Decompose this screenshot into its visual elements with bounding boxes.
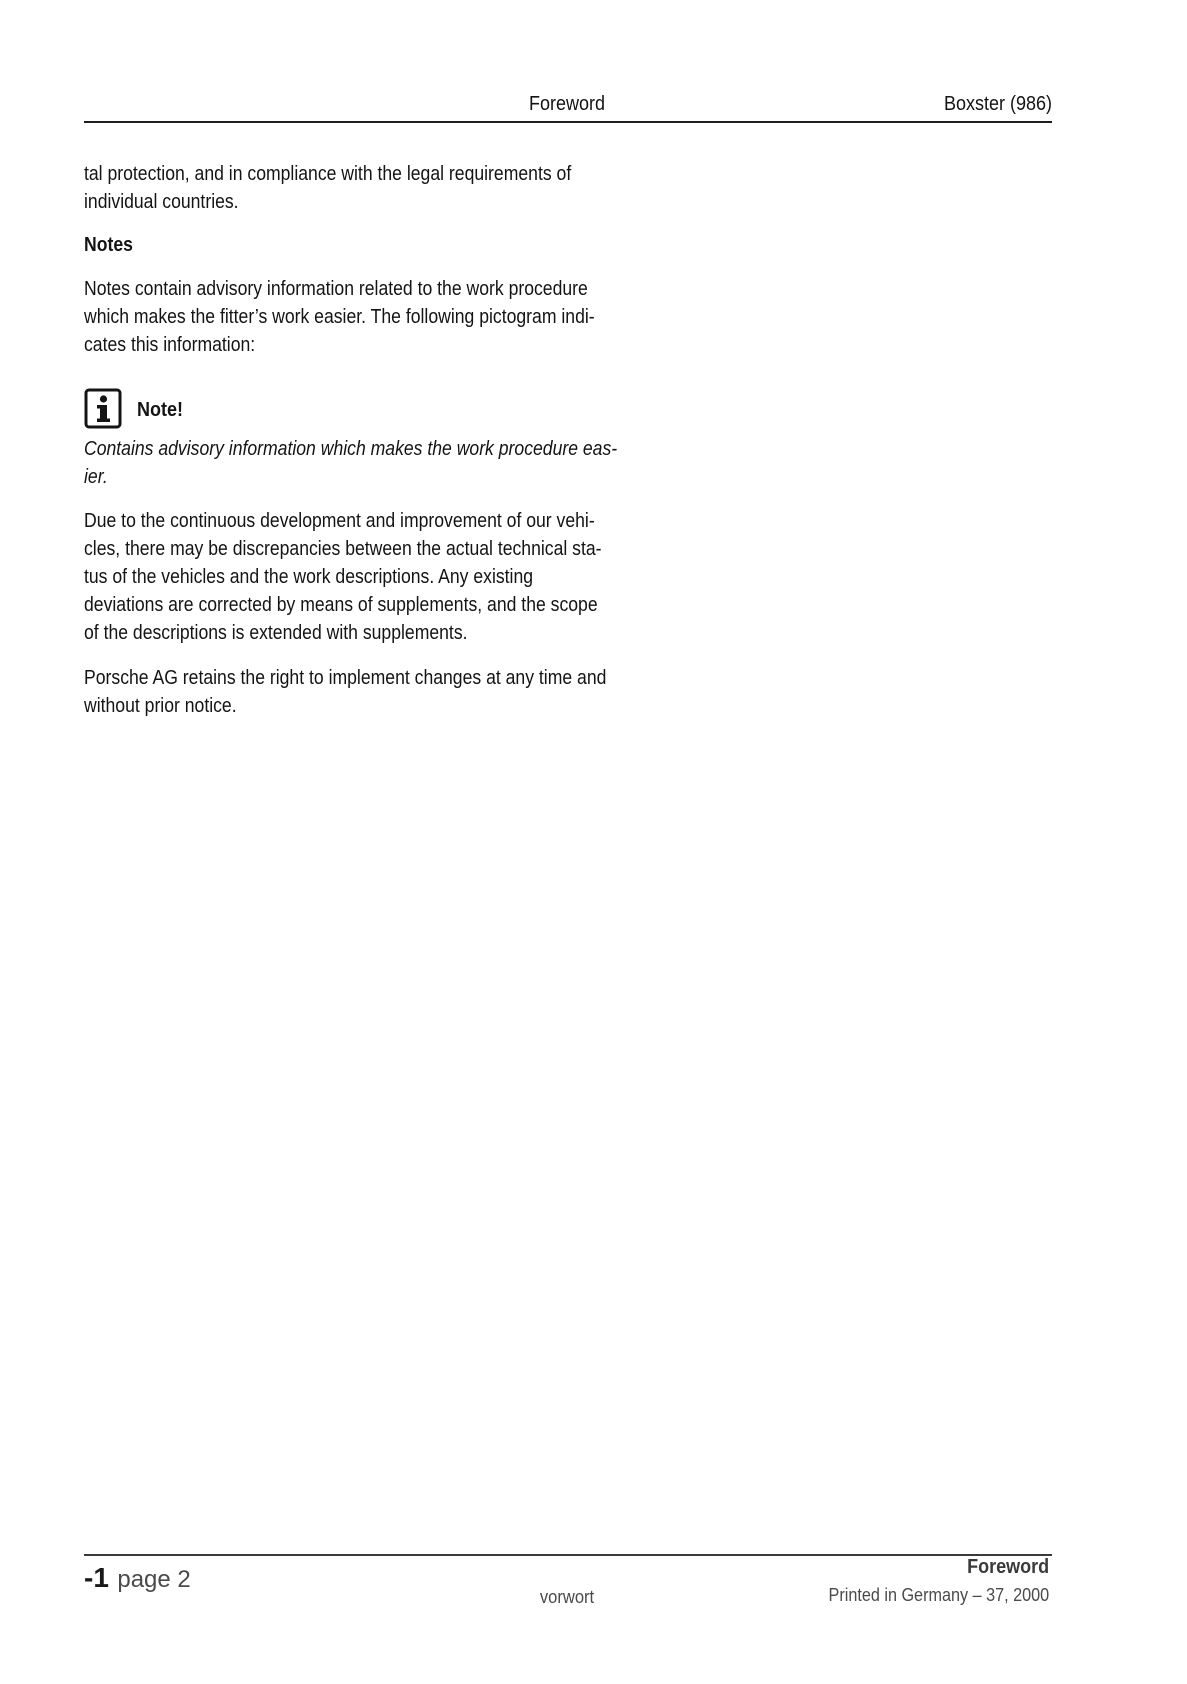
text-line: of the descriptions is extended with supplements. (84, 622, 468, 644)
header-section-title: Foreword (528, 93, 606, 115)
text-line: Notes contain advisory information related to the work procedure (84, 278, 588, 300)
text-line: tal protection, and in compliance with the legal requirements of (84, 163, 572, 185)
development-paragraph (84, 507, 602, 647)
text-line: ier. (84, 466, 108, 488)
notes-heading: Notes (84, 234, 133, 256)
note-label: Note! (137, 399, 183, 421)
info-icon (84, 388, 122, 429)
changes-paragraph (84, 664, 606, 720)
notes-intro-paragraph (84, 275, 595, 359)
page-prefix: -1 (84, 1562, 109, 1593)
header-divider (84, 121, 1052, 123)
text-line: cates this information: (84, 334, 256, 356)
text-line: individual countries. (84, 191, 239, 213)
footer-file-name: vorwort (539, 1587, 595, 1607)
continuation-paragraph (84, 160, 571, 216)
footer-print-info: Printed in Germany – 37, 2000 (828, 1585, 1049, 1605)
footer-divider (84, 1554, 1052, 1556)
note-text (84, 435, 617, 491)
text-line: deviations are corrected by means of supplements, and the scope (84, 594, 598, 616)
text-line: Porsche AG retains the right to implement changes at any time and (84, 667, 607, 689)
text-line: without prior notice. (84, 695, 237, 717)
text-line: which makes the fitter’s work easier. The following pictogram indi- (84, 306, 595, 328)
text-line: Contains advisory information which makes the work procedure eas- (84, 438, 618, 460)
header-model-title: Boxster (986) (943, 93, 1052, 115)
text-line: cles, there may be discrepancies between the actual technical sta- (84, 538, 602, 560)
text-line: tus of the vehicles and the work descriptions. Any existing (84, 566, 534, 588)
page-label: page 2 (117, 1566, 191, 1593)
page-number (84, 1561, 191, 1600)
footer-section-title: Foreword (966, 1556, 1049, 1578)
text-line: Due to the continuous development and improvement of our vehi- (84, 510, 595, 532)
